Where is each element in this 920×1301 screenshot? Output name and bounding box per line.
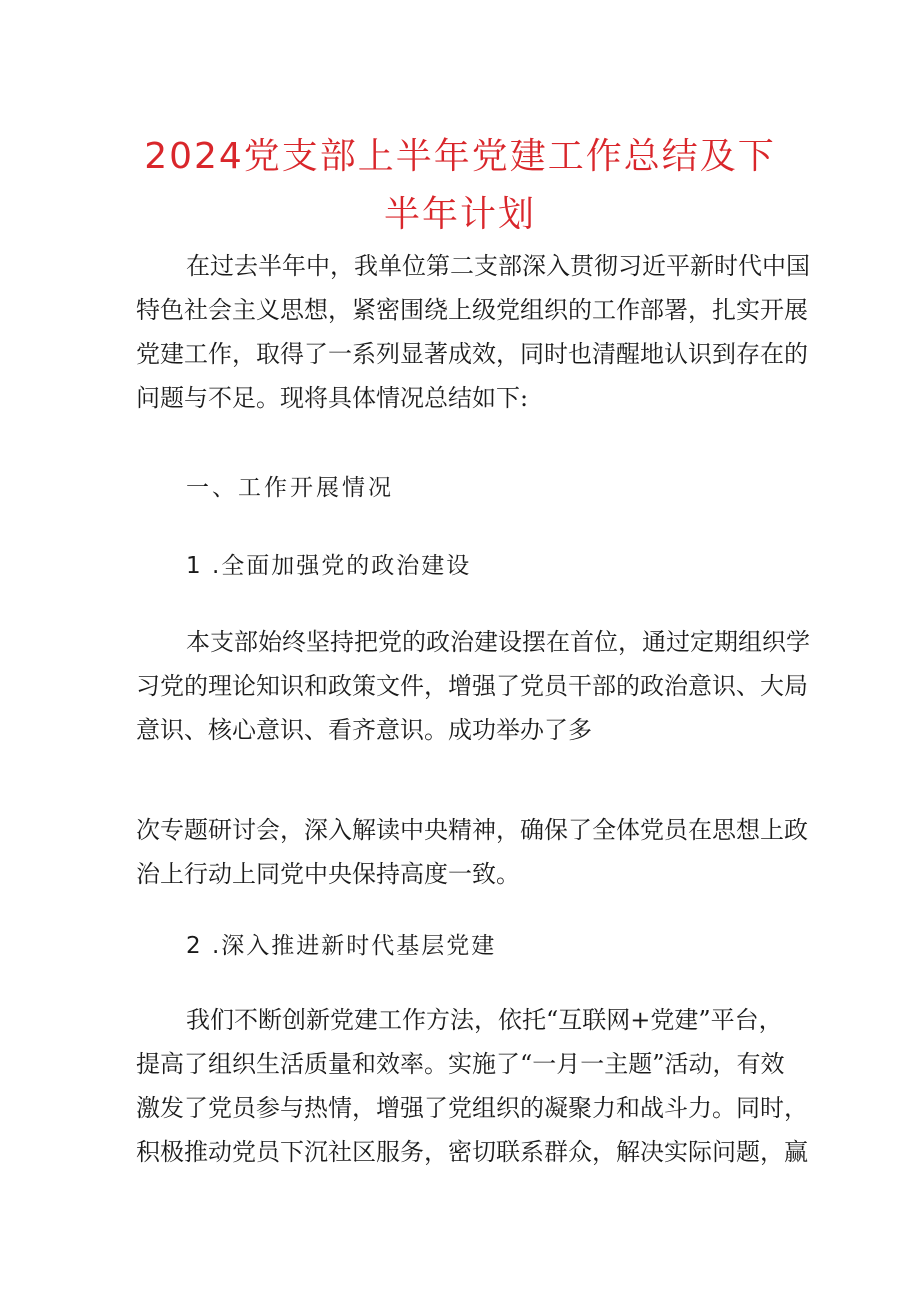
intro-paragraph: [136, 244, 810, 420]
text-line: 本支部始终坚持把党的政治建设摆在首位，通过定期组织学: [186, 628, 810, 656]
document-title: [0, 128, 920, 244]
text-line: 激发了党员参与热情，增强了党组织的凝聚力和战斗力。同时，: [136, 1094, 808, 1122]
text-line: 积极推动党员下沉社区服务，密切联系群众，解决实际问题，赢: [136, 1138, 808, 1166]
text-line: 提高了组织生活质量和效率。实施了“一月一主题”活动，有效: [136, 1050, 785, 1078]
text-line: 党建工作，取得了一系列显著成效，同时也清醒地认识到存在的: [136, 340, 808, 368]
text-line: 意识、核心意识、看齐意识。成功举办了多: [136, 716, 592, 744]
subsection-1-paragraph-a: [136, 620, 810, 752]
subsection-heading-2: 2 .深入推进新时代基层党建: [186, 933, 497, 959]
subsection-2-paragraph: [136, 998, 808, 1174]
text-line: 特色社会主义思想，紧密围绕上级党组织的工作部署，扎实开展: [136, 296, 808, 324]
text-line: 治上行动上同党中央保持高度一致。: [136, 860, 520, 888]
title-line-1: 2024党支部上半年党建工作总结及下: [144, 136, 776, 178]
subsection-heading-1: 1 .全面加强党的政治建设: [186, 553, 472, 579]
title-line-2: 半年计划: [383, 194, 536, 236]
text-line: 我们不断创新党建工作方法，依托“互联网+党建”平台，: [186, 1006, 783, 1034]
subsection-1-paragraph-b: [136, 808, 808, 896]
text-line: 次专题研讨会，深入解读中央精神，确保了全体党员在思想上政: [136, 816, 808, 844]
text-line: 习党的理论知识和政策文件，增强了党员干部的政治意识、大局: [136, 672, 808, 700]
section-heading-1: 一、工作开展情况: [186, 475, 394, 501]
text-line: 在过去半年中，我单位第二支部深入贯彻习近平新时代中国: [186, 252, 810, 280]
text-line: 问题与不足。现将具体情况总结如下:: [136, 384, 529, 412]
